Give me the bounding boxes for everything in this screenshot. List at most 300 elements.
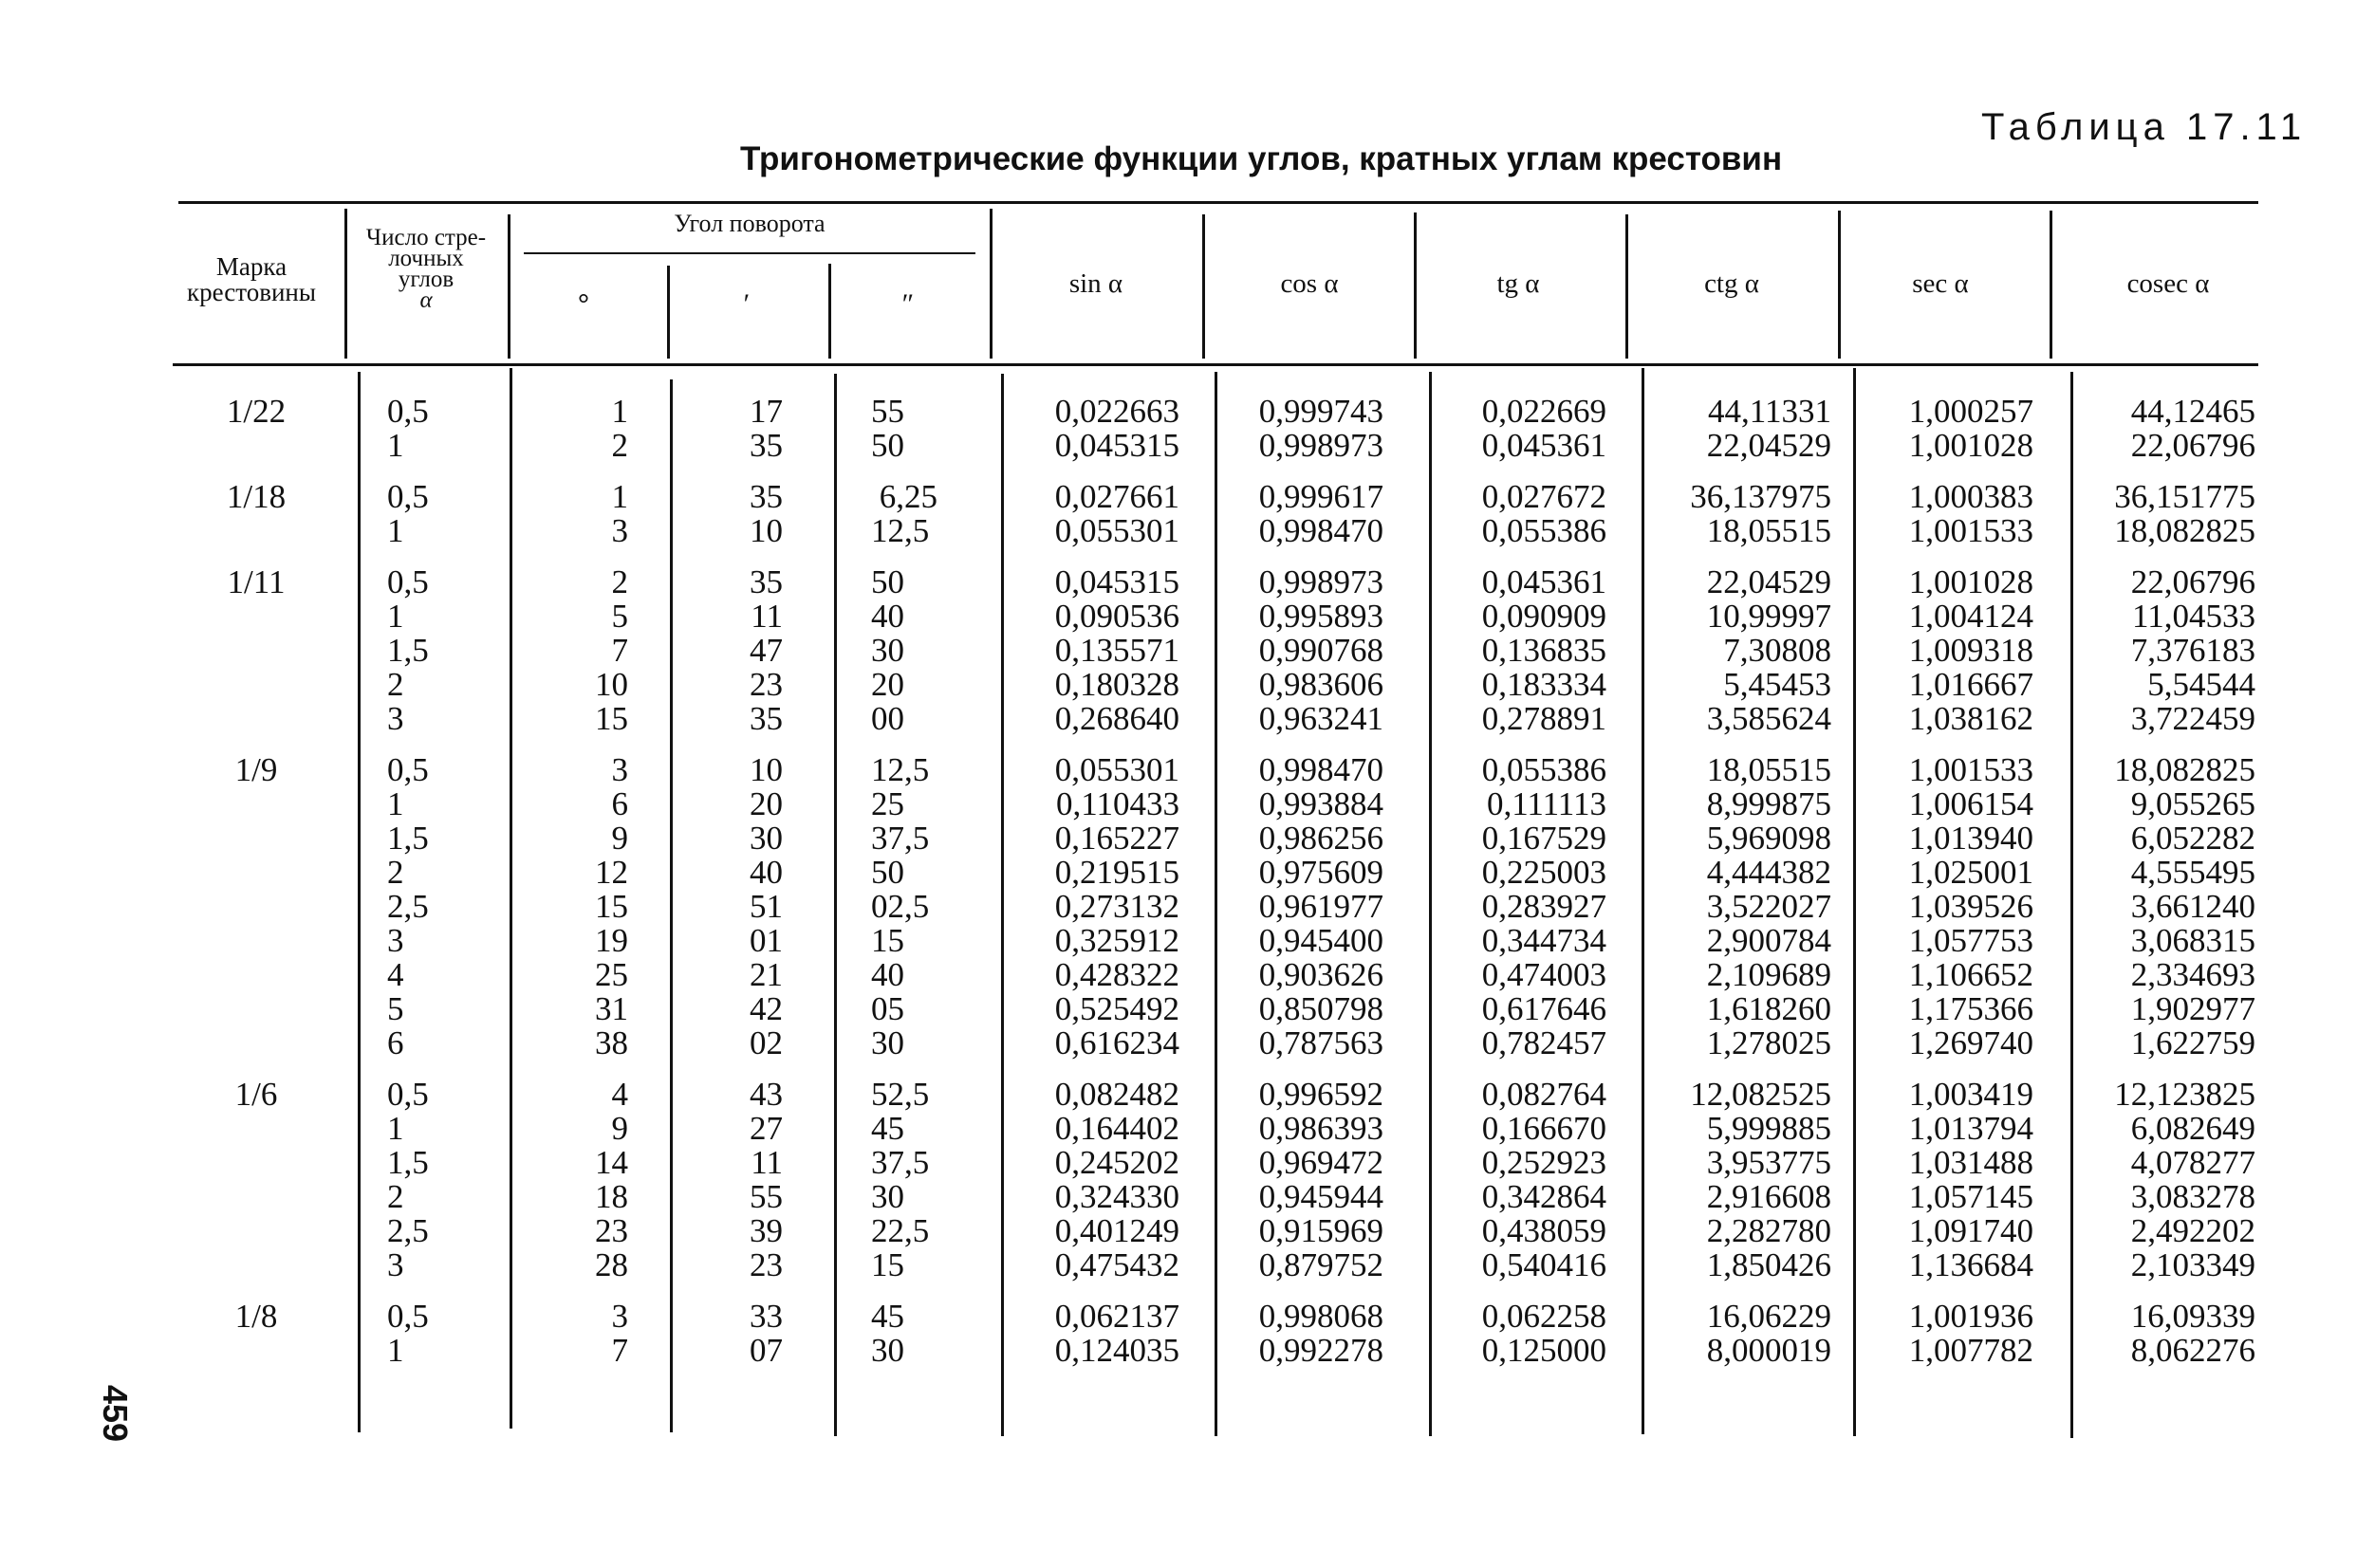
table-cell [190,890,323,924]
table-cell: 22,06796 [2130,427,2255,464]
table-cell: 1,004124 [1908,598,2033,635]
table-cell: 6,082649 [2130,1110,2255,1147]
header-cosec: cosec α [2126,268,2210,299]
table-cell: 5,45453 [1723,666,1831,703]
table-cell [190,1334,323,1368]
header-tg: tg α [1496,268,1540,299]
table-cell: 2,900784 [1706,922,1831,959]
table-cell: 6 [611,785,628,822]
table-cell: 39 [750,1212,783,1249]
table-title: Тригонометрические функции углов, кратных углам крестовин [740,140,1783,177]
table-cell: 2 [611,427,628,464]
table-cell: 1 [387,512,404,549]
table-cell [190,1026,323,1061]
table-cell: 0,990768 [1258,632,1383,669]
table-cell: 5,969098 [1706,820,1831,857]
table-cell: 1,001028 [1908,427,2033,464]
table-cell: 0,136835 [1481,632,1606,669]
body-divider [670,379,673,1432]
table-cell: 1,5 [387,1144,429,1181]
table-cell: 6,25 [871,478,937,515]
table-cell: 0,787563 [1258,1024,1383,1061]
table-cell: 1 [387,1110,404,1147]
table-cell: 44,11331 [1708,393,1831,430]
table-cell [190,634,323,668]
table-cell: 0,273132 [1054,888,1179,925]
header-seconds: ″ [900,288,913,320]
group-gap [512,736,628,753]
table-cell: 30 [871,632,904,669]
table-cell: 3,068315 [2130,922,2255,959]
header-degrees: ° [578,288,589,320]
table-cell: 4 [387,956,404,993]
table-cell: 2,103349 [2130,1246,2255,1283]
table-cell: 4,444382 [1706,854,1831,891]
table-cell: 1,000257 [1908,393,2033,430]
table-cell: 5 [387,990,404,1027]
table-cell: 18,082825 [2114,751,2255,788]
table-cell: 0,996592 [1258,1076,1383,1113]
table-cell: 7 [611,632,628,669]
header-divider [2050,211,2052,359]
table-cell: 0,045315 [1054,563,1179,600]
table-cell: 5,54544 [2147,666,2255,703]
table-cell: 10 [595,666,628,703]
body-divider [1853,368,1856,1436]
column-minutes [678,395,783,1368]
table-cell: 12,123825 [2114,1076,2255,1113]
column-sin [1042,395,1179,1368]
table-cell: 10 [750,512,783,549]
table-cell: 1,269740 [1908,1024,2033,1061]
table-cell: 15 [595,888,628,925]
group-gap [512,463,628,480]
table-cell: 2,916608 [1706,1178,1831,1215]
table-cell: 1,003419 [1908,1076,2033,1113]
table-cell: 1,618260 [1706,990,1831,1027]
table-cell: 2,282780 [1706,1212,1831,1249]
table-cell: 51 [750,888,783,925]
table-cell: 10,99997 [1706,598,1831,635]
table-cell: 18,05515 [1706,512,1831,549]
table-cell: 9,055265 [2130,785,2255,822]
table-cell: 7 [611,1332,628,1369]
table-cell: 1,038162 [1908,700,2033,737]
table-cell: 0,090536 [1054,598,1179,635]
table-cell: 0,850798 [1258,990,1383,1027]
table-cell [190,1112,323,1146]
table-cell: 1 [611,393,628,430]
table-cell: 30 [871,1332,904,1369]
table-cell: 40 [750,854,783,891]
header-divider [1414,212,1417,359]
body-divider [2070,372,2073,1438]
table-cell: 20 [871,666,904,703]
table-cell: 0,225003 [1481,854,1606,891]
table-cell: 15 [871,1246,904,1283]
table-cell: 0,617646 [1481,990,1606,1027]
table-cell: 0,616234 [1054,1024,1179,1061]
table-cell: 0,344734 [1481,922,1606,959]
table-cell: 17 [750,393,783,430]
table-cell: 38 [595,1024,628,1061]
table-cell: 27 [750,1110,783,1147]
table-cell: 1,013940 [1908,820,2033,857]
table-cell: 2,5 [387,888,429,925]
table-cell: 0,045361 [1481,427,1606,464]
table-cell: 0,164402 [1054,1110,1179,1147]
table-cell: 35 [750,427,783,464]
column-cosec [2087,395,2255,1368]
table-cell: 15 [595,700,628,737]
body-divider [1429,372,1432,1436]
table-cell: 37,5 [871,820,930,857]
table-cell: 0,986393 [1258,1110,1383,1147]
table-cell: 22,5 [871,1212,930,1249]
table-cell: 1 [611,478,628,515]
table-cell: 1 [387,785,404,822]
table-cell: 28 [595,1246,628,1283]
column-ctg [1623,395,1831,1368]
column-degrees [512,395,628,1368]
header-cos: cos α [1280,268,1339,299]
header-divider [508,214,510,359]
table-cell: 0,5 [387,1076,429,1113]
group-gap [512,1061,628,1078]
table-cell: 0,325912 [1054,922,1179,959]
body-divider [834,374,837,1436]
header-rule [173,363,2258,366]
table-cell [190,856,323,890]
table-cell: 7,30808 [1723,632,1831,669]
table-cell: 1,001028 [1908,563,2033,600]
table-cell: 5,999885 [1706,1110,1831,1147]
table-cell: 22,06796 [2130,563,2255,600]
table-cell [190,1146,323,1180]
table-cell: 23 [750,666,783,703]
table-cell: 12 [595,854,628,891]
table-cell: 0,110433 [1056,785,1179,822]
table-cell: 0,062258 [1481,1298,1606,1335]
table-cell: 1,016667 [1908,666,2033,703]
table-cell: 18,082825 [2114,512,2255,549]
table-cell: 35 [750,478,783,515]
table-label: Таблица 17.11 [1981,106,2308,148]
body-divider [1215,372,1217,1436]
table-cell: 0,992278 [1258,1332,1383,1369]
table-cell: 2 [611,563,628,600]
table-cell: 4 [611,1076,628,1113]
header-num-angles: Число стре- лочных углов α [365,225,487,313]
table-cell: 0,183334 [1481,666,1606,703]
table-cell: 0,998973 [1258,563,1383,600]
table-cell: 0,090909 [1481,598,1606,635]
table-cell: 3 [387,700,404,737]
table-cell: 1,175366 [1908,990,2033,1027]
table-cell: 0,475432 [1054,1246,1179,1283]
header-sin: sin α [1068,268,1123,299]
table-cell: 0,062137 [1054,1298,1179,1335]
column-sec [1896,395,2033,1368]
table-cell: 0,998068 [1258,1298,1383,1335]
table-cell: 1/9 [234,751,278,788]
table-cell: 2 [387,666,404,703]
table-cell: 0,438059 [1481,1212,1606,1249]
table-cell [190,702,323,736]
table-cell: 40 [871,598,904,635]
table-cell: 11 [751,598,783,635]
table-cell: 3,522027 [1706,888,1831,925]
table-cell: 44,12465 [2130,393,2255,430]
table-cell: 2 [387,854,404,891]
table-cell: 31 [595,990,628,1027]
table-cell: 50 [871,563,904,600]
table-cell: 0,986256 [1258,820,1383,857]
table-cell: 0,5 [387,563,429,600]
table-cell: 1,5 [387,632,429,669]
table-cell: 1,091740 [1908,1212,2033,1249]
table-cell: 0,278891 [1481,700,1606,737]
table-cell: 0,165227 [1054,820,1179,857]
table-cell: 12,5 [871,512,930,549]
table-cell: 37,5 [871,1144,930,1181]
table-cell: 11,04533 [2132,598,2255,635]
table-cell: 3 [387,922,404,959]
table-cell: 1,007782 [1908,1332,2033,1369]
table-cell: 0,401249 [1054,1212,1179,1249]
table-cell [190,958,323,992]
table-cell: 12,082525 [1690,1076,1831,1113]
page-number: 459 [96,1385,135,1443]
table-cell: 0,879752 [1258,1246,1383,1283]
table-cell [190,1214,323,1248]
table-cell: 22,04529 [1706,427,1831,464]
table-cell: 0,998470 [1258,512,1383,549]
table-cell: 3 [611,751,628,788]
table-cell: 0,961977 [1258,888,1383,925]
table-cell: 07 [750,1332,783,1369]
table-cell: 0,963241 [1258,700,1383,737]
table-cell: 36,151775 [2114,478,2255,515]
table-cell: 0,055301 [1054,751,1179,788]
table-cell: 1,136684 [1908,1246,2033,1283]
table-cell: 0,045315 [1054,427,1179,464]
table-cell: 3,585624 [1706,700,1831,737]
table-cell: 1/11 [227,563,286,600]
table-cell: 00 [871,700,904,737]
angle-subrule [524,252,975,254]
table-cell [190,787,323,821]
table-cell: 0,998470 [1258,751,1383,788]
table-cell: 0,474003 [1481,956,1606,993]
table-cell: 1,057145 [1908,1178,2033,1215]
table-cell: 0,324330 [1054,1178,1179,1215]
table-cell: 52,5 [871,1076,930,1113]
table-cell: 1,031488 [1908,1144,2033,1181]
table-cell: 0,027672 [1481,478,1606,515]
table-cell: 22,04529 [1706,563,1831,600]
table-cell: 1/22 [226,393,287,430]
table-cell: 4,555495 [2130,854,2255,891]
table-cell: 1,001533 [1908,751,2033,788]
table-cell: 11 [751,1144,783,1181]
header-divider [667,266,670,359]
table-cell: 25 [595,956,628,993]
table-cell: 02,5 [871,888,930,925]
table-cell: 0,166670 [1481,1110,1606,1147]
table-cell: 1/18 [226,478,287,515]
group-gap [512,548,628,565]
table-cell: 0,903626 [1258,956,1383,993]
table-cell: 0,219515 [1054,854,1179,891]
table-cell: 1,5 [387,820,429,857]
table-cell: 1,001936 [1908,1298,2033,1335]
table-cell: 45 [871,1298,904,1335]
table-cell: 3,953775 [1706,1144,1831,1181]
table-cell [190,429,323,463]
table-cell: 0,045361 [1481,563,1606,600]
table-cell: 3 [611,512,628,549]
table-cell: 0,525492 [1054,990,1179,1027]
table-cell: 0,055386 [1481,751,1606,788]
table-cell: 2,492202 [2130,1212,2255,1249]
table-cell: 01 [750,922,783,959]
table-cell: 0,082482 [1054,1076,1179,1113]
table-cell: 0,055301 [1054,512,1179,549]
table-cell: 3,661240 [2130,888,2255,925]
table-cell: 16,09339 [2130,1298,2255,1335]
table-cell: 0,268640 [1054,700,1179,737]
table-cell: 42 [750,990,783,1027]
table-cell: 9 [611,1110,628,1147]
table-cell: 25 [871,785,904,822]
table-cell: 0,993884 [1258,785,1383,822]
table-cell: 1,278025 [1706,1024,1831,1061]
table-cell [190,668,323,702]
column-mark [190,395,323,1368]
table-cell: 50 [871,427,904,464]
table-cell: 1 [387,427,404,464]
table-cell: 1,001533 [1908,512,2033,549]
table-cell: 0,245202 [1054,1144,1179,1181]
table-cell: 12,5 [871,751,930,788]
table-cell: 0,995893 [1258,598,1383,635]
header-divider [1202,214,1205,359]
column-seconds [871,395,990,1368]
table-cell: 8,999875 [1706,785,1831,822]
table-cell: 18 [595,1178,628,1215]
table-cell: 8,062276 [2130,1332,2255,1369]
table-cell: 0,5 [387,1298,429,1335]
group-gap [512,1282,628,1300]
table-cell: 0,283927 [1481,888,1606,925]
table-cell: 0,983606 [1258,666,1383,703]
table-cell [190,600,323,634]
table-cell: 1,850426 [1706,1246,1831,1283]
table-cell: 0,125000 [1481,1332,1606,1369]
table-cell: 0,124035 [1054,1332,1179,1369]
table-cell: 0,999617 [1258,478,1383,515]
table-cell: 5 [611,598,628,635]
body-divider [358,372,361,1432]
table-cell: 10 [750,751,783,788]
table-cell [190,514,323,548]
top-rule [178,201,2258,204]
table-cell: 0,428322 [1054,956,1179,993]
table-cell: 55 [871,393,904,430]
header-minutes: ′ [741,288,749,320]
table-cell: 23 [595,1212,628,1249]
table-cell: 0,945944 [1258,1178,1383,1215]
table-cell: 0,342864 [1481,1178,1606,1215]
table-cell: 0,055386 [1481,512,1606,549]
table-cell: 43 [750,1076,783,1113]
table-cell: 2 [387,1178,404,1215]
table-cell: 3 [611,1298,628,1335]
table-cell: 1 [387,1332,404,1369]
table-cell: 1,013794 [1908,1110,2033,1147]
table-cell: 2,109689 [1706,956,1831,993]
table-cell: 1,000383 [1908,478,2033,515]
table-cell: 30 [750,820,783,857]
table-cell [190,992,323,1026]
table-cell [190,1248,323,1282]
table-cell: 0,540416 [1481,1246,1606,1283]
table-cell: 33 [750,1298,783,1335]
table-cell: 36,137975 [1690,478,1831,515]
table-cell: 1/6 [234,1076,278,1113]
table-cell: 2,5 [387,1212,429,1249]
table-cell: 47 [750,632,783,669]
table-cell: 9 [611,820,628,857]
table-cell: 14 [595,1144,628,1181]
table-cell [190,821,323,856]
header-divider [828,264,831,359]
body-divider [1001,374,1004,1436]
table-cell: 3,722459 [2130,700,2255,737]
table-cell: 1,106652 [1908,956,2033,993]
table-cell: 50 [871,854,904,891]
header-sec: sec α [1912,268,1969,299]
table-cell: 2,334693 [2130,956,2255,993]
table-cell: 0,5 [387,751,429,788]
header-ctg: ctg α [1704,268,1759,299]
table-cell: 0,945400 [1258,922,1383,959]
table-cell: 30 [871,1024,904,1061]
table-cell: 0,027661 [1054,478,1179,515]
table-cell: 45 [871,1110,904,1147]
table-cell: 0,111113 [1486,785,1606,822]
table-cell: 0,998973 [1258,427,1383,464]
table-cell: 8,000019 [1706,1332,1831,1369]
table-cell: 30 [871,1178,904,1215]
header-divider [990,209,993,359]
table-cell: 0,5 [387,478,429,515]
table-cell: 6,052282 [2130,820,2255,857]
table-cell: 6 [387,1024,404,1061]
table-cell: 0,782457 [1481,1024,1606,1061]
table-cell: 1,622759 [2130,1024,2255,1061]
table-cell: 21 [750,956,783,993]
table-cell: 0,082764 [1481,1076,1606,1113]
table-cell: 1,025001 [1908,854,2033,891]
table-cell: 3,083278 [2130,1178,2255,1215]
table-cell: 40 [871,956,904,993]
table-cell: 16,06229 [1706,1298,1831,1335]
table-cell: 23 [750,1246,783,1283]
column-tg [1469,395,1606,1368]
table-cell: 0,022669 [1481,393,1606,430]
